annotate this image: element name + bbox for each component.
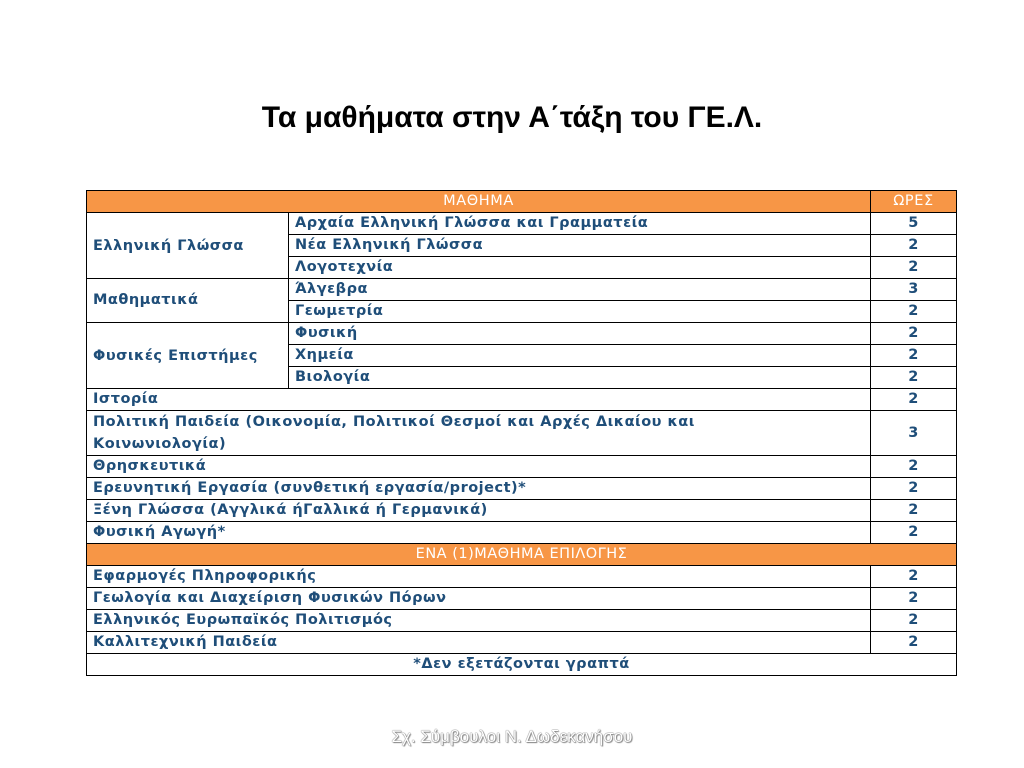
subject-cell: Εφαρμογές Πληροφορικής — [87, 566, 871, 588]
subject-cell: Καλλιτεχνική Παιδεία — [87, 632, 871, 654]
header-subject: ΜΑΘΗΜΑ — [87, 191, 871, 213]
table-row — [87, 213, 957, 235]
table-row — [87, 323, 957, 345]
subject-cell: Αρχαία Ελληνική Γλώσσα και Γραμματεία — [289, 213, 871, 235]
footer-credit: Σχ. Σύμβουλοι Ν. Δωδεκανήσου — [391, 727, 633, 746]
hours-cell: 3 — [871, 411, 957, 456]
subject-cell: Λογοτεχνία — [289, 257, 871, 279]
hours-cell: 2 — [871, 323, 957, 345]
subject-cell: Άλγεβρα — [289, 279, 871, 301]
hours-cell: 2 — [871, 610, 957, 632]
table-row — [87, 279, 957, 301]
hours-cell: 2 — [871, 588, 957, 610]
subject-cell: Ελληνικός Ευρωπαϊκός Πολιτισμός — [87, 610, 871, 632]
hours-cell: 2 — [871, 345, 957, 367]
subject-cell: Ιστορία — [87, 389, 871, 411]
subject-cell: Πολιτική Παιδεία (Οικονομία, Πολιτικοί Θεσμοί και Αρχές Δικαίου και Κοινωνιολογία) — [87, 411, 871, 456]
group-label-science: Φυσικές Επιστήμες — [87, 323, 289, 389]
subject-cell: Θρησκευτικά — [87, 456, 871, 478]
table-row — [87, 610, 957, 632]
table-row — [87, 500, 957, 522]
subject-cell: Ξένη Γλώσσα (Αγγλικά ήΓαλλικά ή Γερμανικά) — [87, 500, 871, 522]
elective-header-row — [87, 544, 957, 566]
elective-header: ΕΝΑ (1)ΜΑΘΗΜΑ ΕΠΙΛΟΓΗΣ — [87, 544, 957, 566]
hours-cell: 2 — [871, 456, 957, 478]
subject-cell: Γεωλογία και Διαχείριση Φυσικών Πόρων — [87, 588, 871, 610]
subject-cell: Φυσική Αγωγή* — [87, 522, 871, 544]
subject-cell: Φυσική — [289, 323, 871, 345]
hours-cell: 5 — [871, 213, 957, 235]
footnote: *Δεν εξετάζονται γραπτά — [87, 654, 957, 676]
subject-cell: Βιολογία — [289, 367, 871, 389]
table-row — [87, 588, 957, 610]
group-label-math: Μαθηματικά — [87, 279, 289, 323]
header-hours: ΩΡΕΣ — [871, 191, 957, 213]
table-header-row — [87, 191, 957, 213]
table-row — [87, 522, 957, 544]
table-row — [87, 411, 957, 456]
table-row — [87, 389, 957, 411]
hours-cell: 2 — [871, 522, 957, 544]
hours-cell: 3 — [871, 279, 957, 301]
table-row — [87, 566, 957, 588]
hours-cell: 2 — [871, 478, 957, 500]
courses-table — [86, 190, 957, 676]
hours-cell: 2 — [871, 389, 957, 411]
subject-cell: Νέα Ελληνική Γλώσσα — [289, 235, 871, 257]
slide-title: Τα μαθήματα στην Α΄τάξη του ΓΕ.Λ. — [261, 101, 763, 134]
hours-cell: 2 — [871, 367, 957, 389]
subject-cell: Ερευνητική Εργασία (συνθετική εργασία/project)* — [87, 478, 871, 500]
footnote-row — [87, 654, 957, 676]
hours-cell: 2 — [871, 566, 957, 588]
subject-cell: Γεωμετρία — [289, 301, 871, 323]
hours-cell: 2 — [871, 301, 957, 323]
hours-cell: 2 — [871, 257, 957, 279]
table-row — [87, 478, 957, 500]
hours-cell: 2 — [871, 500, 957, 522]
table-row — [87, 456, 957, 478]
hours-cell: 2 — [871, 235, 957, 257]
hours-cell: 2 — [871, 632, 957, 654]
group-label-greek: Ελληνική Γλώσσα — [87, 213, 289, 279]
table-row — [87, 632, 957, 654]
subject-cell: Χημεία — [289, 345, 871, 367]
